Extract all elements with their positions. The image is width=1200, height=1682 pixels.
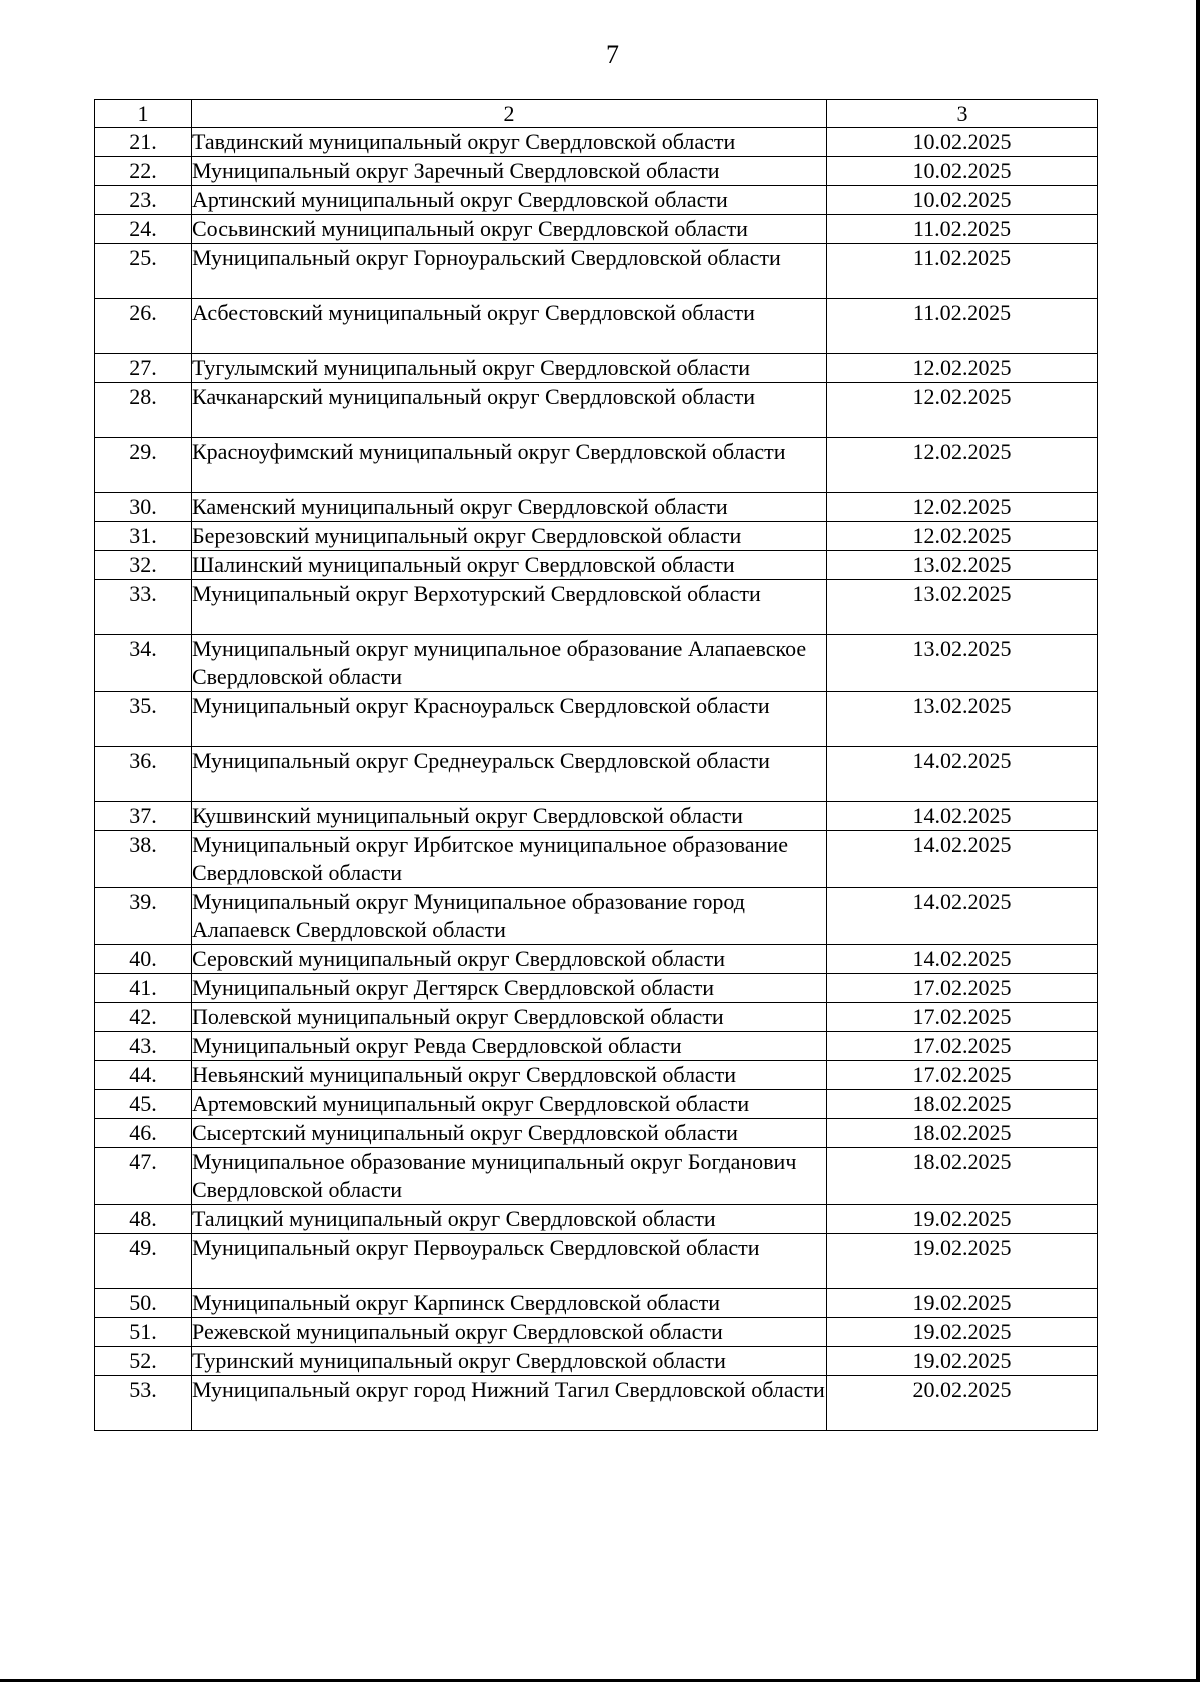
municipality-name: Асбестовский муниципальный округ Свердловской области: [192, 299, 827, 354]
row-number: 38.: [95, 831, 192, 888]
municipality-name: Туринский муниципальный округ Свердловской области: [192, 1347, 827, 1376]
municipality-name: Сысертский муниципальный округ Свердловской области: [192, 1119, 827, 1148]
date-cell: 14.02.2025: [827, 747, 1098, 802]
table-row: [95, 1376, 1098, 1431]
row-number: 24.: [95, 215, 192, 244]
row-number: 25.: [95, 244, 192, 299]
date-cell: 13.02.2025: [827, 635, 1098, 692]
date-cell: 19.02.2025: [827, 1318, 1098, 1347]
municipality-name: Муниципальный округ Заречный Свердловской области: [192, 157, 827, 186]
date-cell: 20.02.2025: [827, 1376, 1098, 1431]
municipality-name: Муниципальный округ Первоуральск Свердловской области: [192, 1234, 827, 1289]
table-row: [95, 186, 1098, 215]
row-number: 28.: [95, 383, 192, 438]
row-number: 45.: [95, 1090, 192, 1119]
table-row: [95, 1318, 1098, 1347]
date-cell: 14.02.2025: [827, 802, 1098, 831]
table-row: [95, 1032, 1098, 1061]
municipality-name: Артемовский муниципальный округ Свердловской области: [192, 1090, 827, 1119]
date-cell: 10.02.2025: [827, 186, 1098, 215]
table-row: [95, 354, 1098, 383]
row-number: 23.: [95, 186, 192, 215]
municipality-name: Серовский муниципальный округ Свердловской области: [192, 945, 827, 974]
table-row: [95, 157, 1098, 186]
row-number: 41.: [95, 974, 192, 1003]
table-row: [95, 522, 1098, 551]
row-number: 35.: [95, 692, 192, 747]
date-cell: 12.02.2025: [827, 383, 1098, 438]
municipality-name: Муниципальный округ Среднеуральск Свердловской области: [192, 747, 827, 802]
municipality-name: Шалинский муниципальный округ Свердловской области: [192, 551, 827, 580]
table-row: [95, 635, 1098, 692]
municipality-name: Артинский муниципальный округ Свердловской области: [192, 186, 827, 215]
municipality-name: Полевской муниципальный округ Свердловской области: [192, 1003, 827, 1032]
table-row: [95, 888, 1098, 945]
date-cell: 11.02.2025: [827, 299, 1098, 354]
table-row: [95, 383, 1098, 438]
municipality-name: Муниципальный округ Дегтярск Свердловской области: [192, 974, 827, 1003]
table-row: [95, 493, 1098, 522]
row-number: 30.: [95, 493, 192, 522]
municipality-name: Муниципальный округ Ирбитское муниципальное образование Свердловской области: [192, 831, 827, 888]
row-number: 37.: [95, 802, 192, 831]
row-number: 44.: [95, 1061, 192, 1090]
row-number: 53.: [95, 1376, 192, 1431]
table-row: [95, 802, 1098, 831]
table-row: [95, 438, 1098, 493]
table-row: [95, 1090, 1098, 1119]
scan-edge-right: [1196, 0, 1200, 1682]
date-cell: 12.02.2025: [827, 354, 1098, 383]
municipality-name: Красноуфимский муниципальный округ Свердловской области: [192, 438, 827, 493]
table-row: [95, 1061, 1098, 1090]
date-cell: 14.02.2025: [827, 831, 1098, 888]
column-header-name: 2: [192, 100, 827, 128]
municipality-name: Тугулымский муниципальный округ Свердловской области: [192, 354, 827, 383]
table-row: [95, 1289, 1098, 1318]
date-cell: 13.02.2025: [827, 692, 1098, 747]
municipality-name: Муниципальный округ Ревда Свердловской области: [192, 1032, 827, 1061]
date-cell: 12.02.2025: [827, 438, 1098, 493]
row-number: 48.: [95, 1205, 192, 1234]
row-number: 51.: [95, 1318, 192, 1347]
date-cell: 19.02.2025: [827, 1347, 1098, 1376]
date-cell: 14.02.2025: [827, 888, 1098, 945]
table-row: [95, 299, 1098, 354]
municipal-districts-table: [94, 99, 1098, 1431]
table-row: [95, 831, 1098, 888]
table-row: [95, 974, 1098, 1003]
date-cell: 12.02.2025: [827, 493, 1098, 522]
row-number: 42.: [95, 1003, 192, 1032]
row-number: 43.: [95, 1032, 192, 1061]
table-row: [95, 1234, 1098, 1289]
row-number: 50.: [95, 1289, 192, 1318]
table-row: [95, 128, 1098, 157]
date-cell: 19.02.2025: [827, 1234, 1098, 1289]
row-number: 34.: [95, 635, 192, 692]
row-number: 31.: [95, 522, 192, 551]
municipality-name: Муниципальный округ Верхотурский Свердловской области: [192, 580, 827, 635]
date-cell: 18.02.2025: [827, 1119, 1098, 1148]
date-cell: 14.02.2025: [827, 945, 1098, 974]
date-cell: 18.02.2025: [827, 1090, 1098, 1119]
municipality-name: Качканарский муниципальный округ Свердловской области: [192, 383, 827, 438]
municipality-name: Тавдинский муниципальный округ Свердловской области: [192, 128, 827, 157]
municipality-name: Талицкий муниципальный округ Свердловской области: [192, 1205, 827, 1234]
municipality-name: Каменский муниципальный округ Свердловской области: [192, 493, 827, 522]
date-cell: 17.02.2025: [827, 1061, 1098, 1090]
row-number: 49.: [95, 1234, 192, 1289]
table-row: [95, 692, 1098, 747]
table-row: [95, 1003, 1098, 1032]
date-cell: 11.02.2025: [827, 244, 1098, 299]
table-row: [95, 1347, 1098, 1376]
date-cell: 13.02.2025: [827, 580, 1098, 635]
date-cell: 18.02.2025: [827, 1148, 1098, 1205]
page-number: 7: [606, 40, 619, 69]
municipality-name: Муниципальный округ Карпинск Свердловской области: [192, 1289, 827, 1318]
column-header-number: 1: [95, 100, 192, 128]
table-row: [95, 244, 1098, 299]
row-number: 33.: [95, 580, 192, 635]
row-number: 52.: [95, 1347, 192, 1376]
row-number: 27.: [95, 354, 192, 383]
date-cell: 17.02.2025: [827, 1032, 1098, 1061]
date-cell: 19.02.2025: [827, 1289, 1098, 1318]
row-number: 26.: [95, 299, 192, 354]
municipality-name: Кушвинский муниципальный округ Свердловской области: [192, 802, 827, 831]
row-number: 46.: [95, 1119, 192, 1148]
municipality-name: Муниципальный округ Муниципальное образование город Алапаевск Свердловской области: [192, 888, 827, 945]
municipality-name: Невьянский муниципальный округ Свердловской области: [192, 1061, 827, 1090]
row-number: 29.: [95, 438, 192, 493]
table-header-row: [95, 100, 1098, 128]
municipality-name: Муниципальный округ Красноуральск Свердловской области: [192, 692, 827, 747]
row-number: 39.: [95, 888, 192, 945]
table-row: [95, 747, 1098, 802]
municipality-name: Муниципальный округ Горноуральский Свердловской области: [192, 244, 827, 299]
column-header-date: 3: [827, 100, 1098, 128]
municipality-name: Муниципальный округ город Нижний Тагил Свердловской области: [192, 1376, 827, 1431]
date-cell: 17.02.2025: [827, 1003, 1098, 1032]
date-cell: 11.02.2025: [827, 215, 1098, 244]
date-cell: 10.02.2025: [827, 128, 1098, 157]
municipality-name: Березовский муниципальный округ Свердловской области: [192, 522, 827, 551]
municipality-name: Сосьвинский муниципальный округ Свердловской области: [192, 215, 827, 244]
row-number: 36.: [95, 747, 192, 802]
date-cell: 13.02.2025: [827, 551, 1098, 580]
municipality-name: Режевской муниципальный округ Свердловской области: [192, 1318, 827, 1347]
date-cell: 10.02.2025: [827, 157, 1098, 186]
table-row: [95, 1148, 1098, 1205]
date-cell: 19.02.2025: [827, 1205, 1098, 1234]
row-number: 47.: [95, 1148, 192, 1205]
table-row: [95, 1205, 1098, 1234]
table-row: [95, 1119, 1098, 1148]
row-number: 32.: [95, 551, 192, 580]
table-row: [95, 580, 1098, 635]
row-number: 40.: [95, 945, 192, 974]
table-row: [95, 945, 1098, 974]
row-number: 22.: [95, 157, 192, 186]
date-cell: 17.02.2025: [827, 974, 1098, 1003]
row-number: 21.: [95, 128, 192, 157]
table-row: [95, 215, 1098, 244]
date-cell: 12.02.2025: [827, 522, 1098, 551]
municipality-name: Муниципальное образование муниципальный округ Богданович Свердловской области: [192, 1148, 827, 1205]
municipality-name: Муниципальный округ муниципальное образование Алапаевское Свердловской области: [192, 635, 827, 692]
table-row: [95, 551, 1098, 580]
